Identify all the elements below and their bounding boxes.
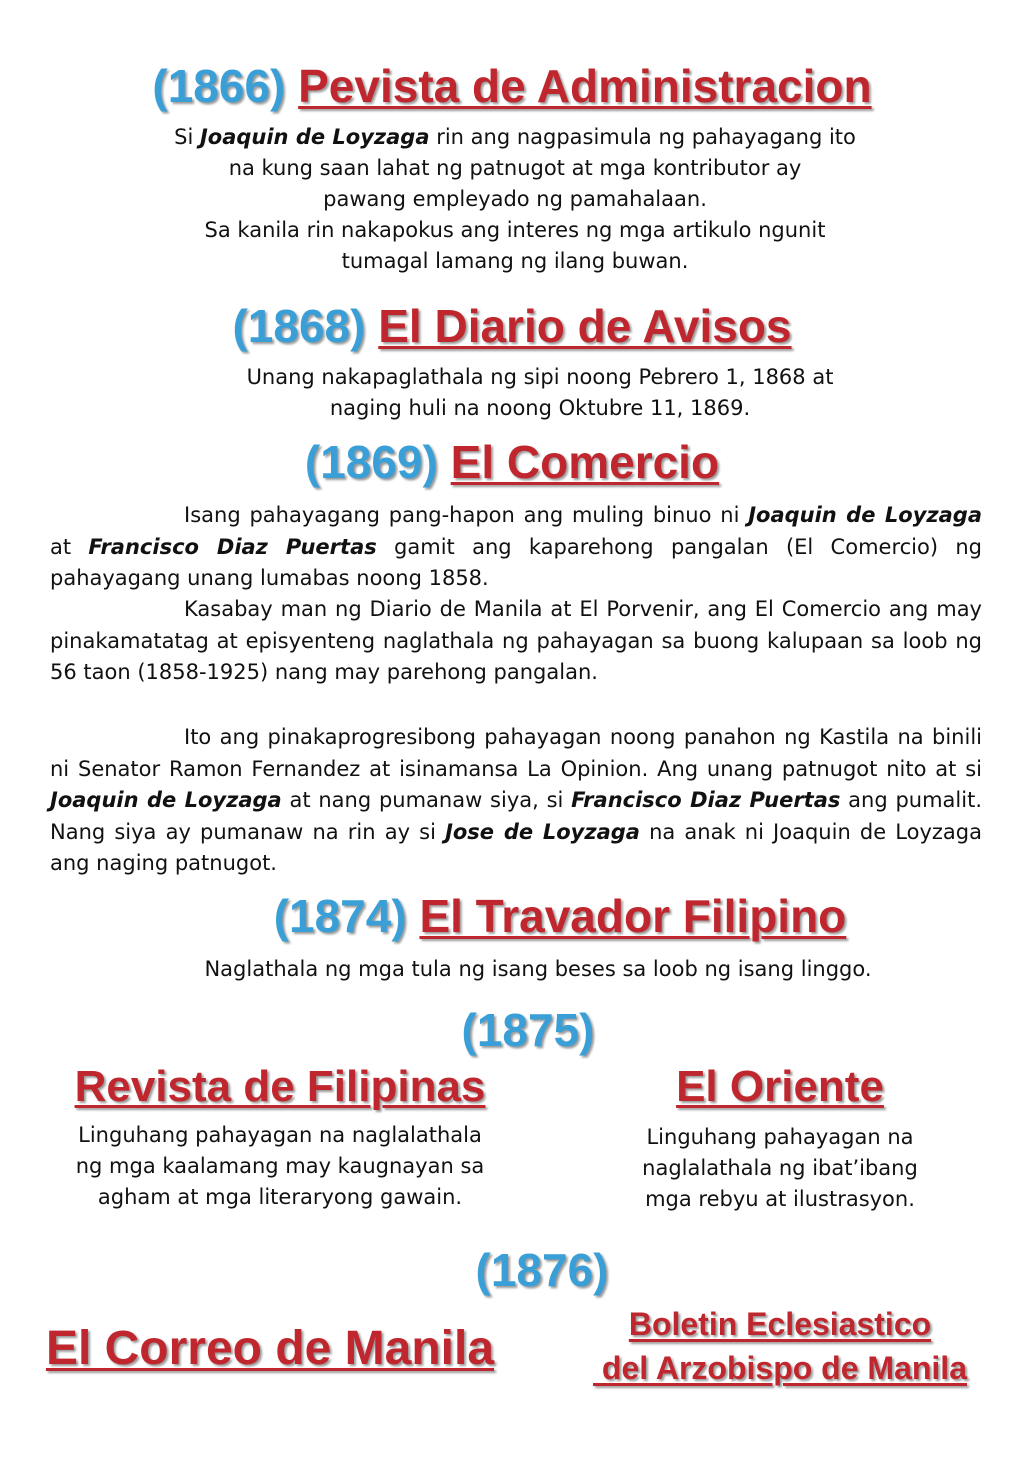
paragraph-1869-3: Ito ang pinakaprogresibong pahayagan noong panahon ng Kastila na binili ni Senator Ramon Fernandez at isinamansa La Opinion. Ang unang patnugot nito at si Joaquin de Loyzaga at nang pumanaw siya, si Francisco Diaz Puertas ang pumalit. Nang siya ay pumanaw na rin ay si Jose de Loyzaga na anak ni Joaquin de Loyzaga ang naging patnugot. [50, 725, 982, 875]
text-1866-line-1: Si Joaquin de Loyzaga rin ang nagpasimula ng pahayagang ito [174, 125, 856, 149]
text-revista-line-1: Linguhang pahayagan na naglalathala [78, 1123, 482, 1147]
title-revista-de-filipinas: Revista de Filipinas [74, 1062, 486, 1111]
text-1866-line-4: Sa kanila rin nakapokus ang interes ng mga artikulo ngunit [204, 218, 826, 242]
paragraph-1869-2: Kasabay man ng Diario de Manila at El Porvenir, ang El Comercio ang may pinakamatatag at episyenteng naglathala ng pahayagan sa buong kalupaan sa loob ng 56 taon (1858-1925) nang may parehong pangalan. [50, 597, 982, 684]
text-revista-line-3: agham at mga literaryong gawain. [97, 1185, 463, 1209]
text-1868 [150, 362, 930, 424]
heading-1875 [16, 1002, 1024, 1058]
text-oriente-line-1: Linguhang pahayagan na [646, 1125, 914, 1149]
heading-1874 [48, 888, 1024, 944]
title-el-comercio: El Comercio [450, 436, 720, 488]
text-oriente-line-3: mga rebyu at ilustrasyon. [645, 1187, 915, 1211]
paragraph-1869-1: Isang pahayagang pang-hapon ang muling binuo ni Joaquin de Loyzaga at Francisco Diaz Puertas gamit ang kaparehong pangalan (El Comercio) ng pahayagang unang lumabas noong 1858. [50, 503, 982, 590]
year-1869: (1869) [304, 436, 438, 488]
heading-1876 [30, 1242, 1024, 1298]
text-el-oriente [590, 1122, 970, 1215]
title-el-oriente: El Oriente [676, 1062, 884, 1111]
heading-1868 [0, 298, 1024, 354]
year-1875: (1875) [461, 1004, 595, 1056]
year-1868: (1868) [232, 300, 366, 352]
text-1868-line-2: naging huli na noong Oktubre 11, 1869. [329, 396, 751, 420]
text-1874-line-1: Naglathala ng mga tula ng isang beses sa loob ng isang linggo. [204, 957, 872, 981]
year-1876: (1876) [475, 1244, 609, 1296]
text-oriente-line-2: naglalathala ng ibat’ibang [642, 1156, 918, 1180]
title-el-travador-filipino: El Travador Filipino [419, 890, 847, 942]
text-revista-de-filipinas [40, 1120, 520, 1213]
heading-1866 [0, 58, 1024, 114]
text-1866-line-2: na kung saan lahat ng patnugot at mga kontributor ay [228, 156, 802, 180]
year-1874: (1874) [273, 890, 407, 942]
text-1868-line-1: Unang nakapaglathala ng sipi noong Pebrero 1, 1868 at [246, 365, 834, 389]
heading-1869 [0, 434, 1024, 490]
title-el-correo-de-manila: El Correo de Manila [45, 1322, 495, 1375]
text-1866-line-5: tumagal lamang ng ilang buwan. [341, 249, 689, 273]
title-el-diario-de-avisos: El Diario de Avisos [378, 300, 792, 352]
text-revista-line-2: ng mga kaalamang may kaugnayan sa [75, 1154, 485, 1178]
title-pevista-de-administracion: Pevista de Administracion [298, 60, 872, 112]
title-boletin-eclesiastico-line-1: Boletin Eclesiastico [628, 1306, 932, 1342]
year-1866: (1866) [152, 60, 286, 112]
title-boletin-eclesiastico-line-2: del Arzobispo de Manila [593, 1350, 967, 1386]
text-1874 [100, 954, 976, 985]
text-1866-line-3: pawang empleyado ng pamahalaan. [323, 187, 707, 211]
text-1866 [100, 122, 930, 277]
name-joaquin-de-loyzaga: Joaquin de Loyzaga [199, 125, 430, 149]
